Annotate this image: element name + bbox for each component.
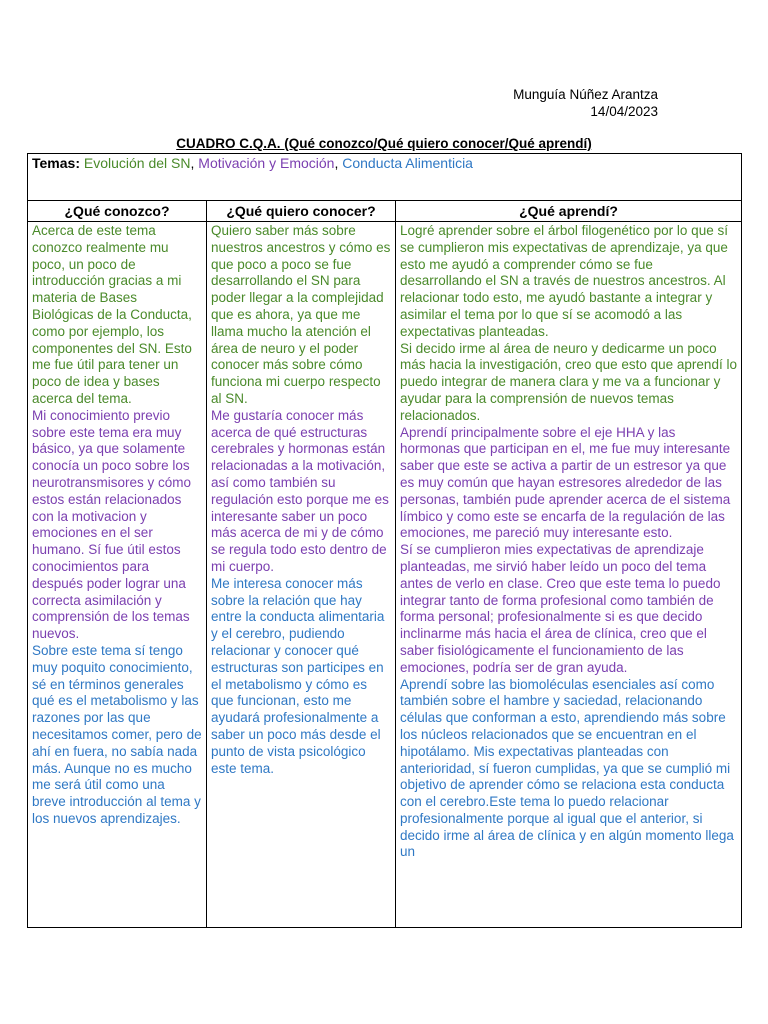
author-block xyxy=(513,86,658,120)
aprendi-motivacion-text-1: Aprendí principalmente sobre el eje HHA y las hormonas que participan en el, me fue muy interesante saber que este se activa a partir de un estresor ya que es muy común que hayan estresores alrededor de las personas, también pude aprender acerca de el sistema límbico y como este se encarfa de la regulación de las emociones, me pareció muy interesante esto. xyxy=(400,424,731,541)
temas-cell xyxy=(28,154,742,201)
cqa-table xyxy=(27,153,742,928)
aprendi-cell xyxy=(396,222,742,928)
topic-separator: , xyxy=(334,155,339,171)
column-header-aprendi: ¿Qué aprendí? xyxy=(396,201,742,222)
topic-separator: , xyxy=(190,155,195,171)
aprendi-motivacion-text-2: Sí se cumplieron mies expectativas de aprendizaje planteadas, me sirvió haber leído un poco del tema antes de verlo en clase. Creo que este tema lo puedo integrar tanto de forma profesional como también de forma personal; profesionalmente si es que decido inclinarme más hacia el área de clínica, creo que el saber fisiológicamente el funcionamiento de las emociones, podría ser de gran ayuda. xyxy=(400,542,721,675)
column-header-quiero: ¿Qué quiero conocer? xyxy=(207,201,396,222)
author-name: Munguía Núñez Arantza xyxy=(513,87,658,102)
content-row xyxy=(28,222,742,928)
quiero-evolucion-text: Quiero saber más sobre nuestros ancestros y cómo es que poco a poco se fue desarrollando el SN para poder llegar a la complejidad que es ahora, ya que me llama mucho la atención el área de neuro y el poder conocer más sobre cómo funciona mi cuerpo respecto al SN. xyxy=(211,223,391,406)
document-title: CUADRO C.Q.A. (Qué conozco/Qué quiero conocer/Qué aprendí) xyxy=(176,136,592,151)
temas-row xyxy=(28,154,742,201)
conozco-motivacion-text: Mi conocimiento previo sobre este tema era muy básico, ya que solamente conocía un poco sobre los neurotransmisores y cómo estos están relacionados con la motivacion y emociones en el ser humano. Sí fue útil estos conocimientos para después poder lograr una correcta asimilación y comprensión de los temas nuevos. xyxy=(32,407,192,642)
quiero-conducta-text: Me interesa conocer más sobre la relación que hay entre la conducta alimentaria y el cerebro, pudiendo relacionar y conocer qué estructuras son participes en el metabolismo y cómo es que funcionan, esto me ayudará profesionalmente a saber un poco más desde el punto de vista psicológico este tema. xyxy=(211,575,385,776)
temas-label: Temas: xyxy=(32,155,80,171)
topic-conducta: Conducta Alimenticia xyxy=(342,155,473,171)
aprendi-evolucion-text-1: Logré aprender sobre el árbol filogenético por lo que sí se cumplieron mis expectativas de aprendizaje, ya que esto me ayudó a comprender cómo se fue desarrollando el SN a través de nuestros ancestros. Al relacionar todo esto, me ayudó bastante a integrar y asimilar el tema por lo que sí se acomodó a las expectativas planteadas. xyxy=(400,223,728,339)
quiero-motivacion-text: Me gustaría conocer más acerca de qué estructuras cerebrales y hormonas están relacionadas a la motivación, así como también su regulación esto porque me es interesante saber un poco más acerca de mi y de cómo se regula todo esto dentro de mi cuerpo. xyxy=(211,407,389,574)
conozco-evolucion-text: Acerca de este tema conozco realmente mu poco, un poco de introducción gracias a mi materia de Bases Biológicas de la Conducta, como por ejemplo, los componentes del SN. Esto me fue útil para tener un poco de idea y bases acerca del tema. xyxy=(32,223,192,406)
quiero-cell xyxy=(207,222,396,928)
conozco-cell xyxy=(28,222,207,928)
topic-motivacion: Motivación y Emoción xyxy=(198,155,335,171)
aprendi-evolucion-text-2: Si decido irme al área de neuro y dedicarme un poco más hacia la investigación, creo que esto que aprendí lo puedo integrar de manera clara y me va a funcionar y ayudar para la comprensión de nuevos temas relacionados. xyxy=(400,340,737,423)
header-row xyxy=(28,201,742,222)
topic-evolucion: Evolución del SN xyxy=(83,155,191,171)
aprendi-conducta-text: Aprendí sobre las biomoléculas esenciales así como también sobre el hambre y saciedad, relacionando células que conforman a esto, aprendiendo más sobre los núcleos relacionados que se encuentran en el hipotálamo. Mis expectativas planteadas con anterioridad, sí fueron cumplidas, ya que se cumplió mi objetivo de aprender cómo se relaciona esta conducta con el cerebro.Este tema lo puedo relacionar profesionalmente porque al igual que el anterior, si decido irme al área de clínica y en algún momento llega un xyxy=(400,676,734,860)
document-date: 14/04/2023 xyxy=(590,104,658,119)
column-header-conozco: ¿Qué conozco? xyxy=(28,201,207,222)
conozco-conducta-text: Sobre este tema sí tengo muy poquito conocimiento, sé en términos generales qué es el metabolismo y las razones por las que necesitamos comer, pero de ahí en fuera, no sabía nada más. Aunque no es mucho me será útil como una breve introducción al tema y los nuevos aprendizajes. xyxy=(32,642,202,826)
